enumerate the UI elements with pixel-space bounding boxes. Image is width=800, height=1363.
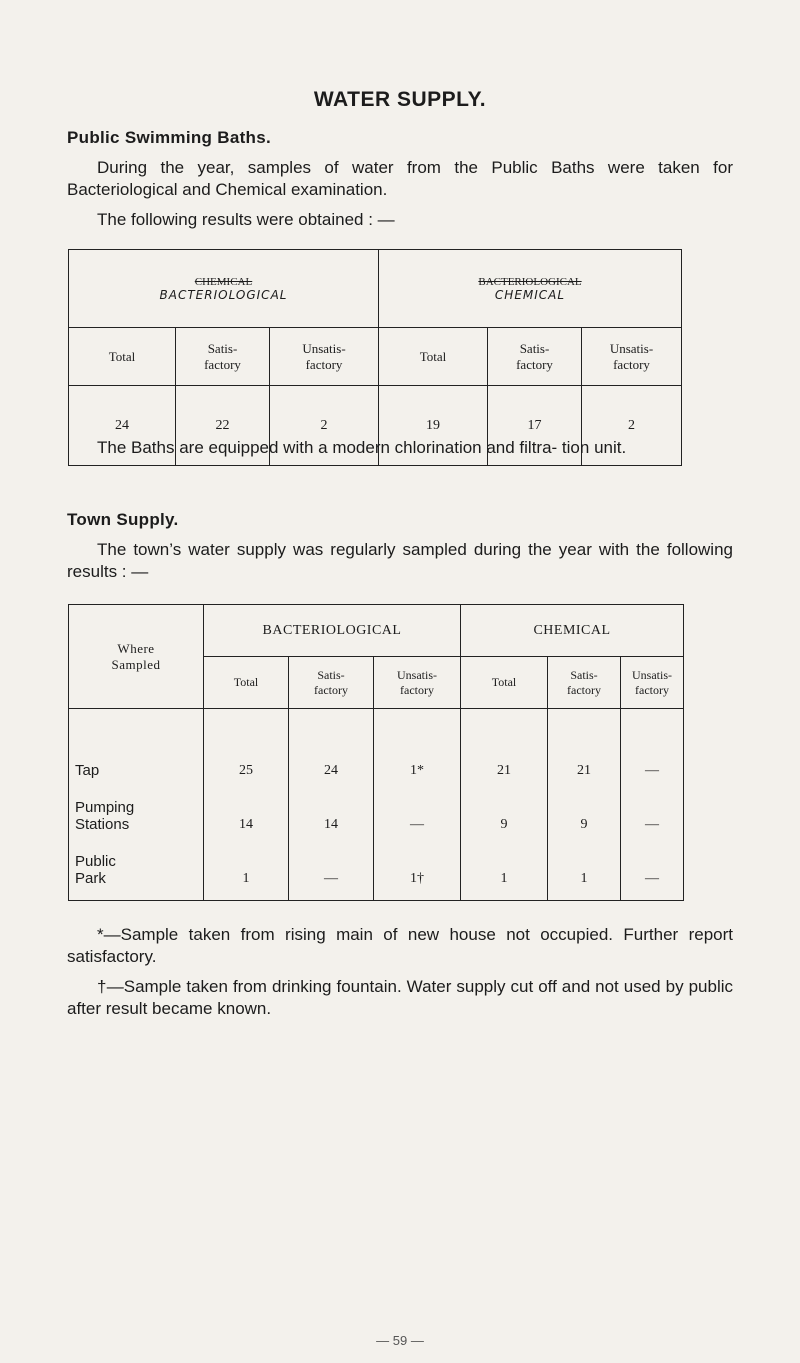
right-printed-heading: BACTERIOLOGICAL	[478, 275, 582, 288]
table-cell: —	[324, 871, 338, 886]
where-sampled-column	[69, 709, 204, 901]
row-label-tap: Tap	[75, 762, 100, 779]
table-cell: 1*	[410, 763, 424, 778]
col-bact-satisfactory: Satis- factory	[289, 657, 374, 709]
table-cell: 22	[176, 386, 270, 466]
table-cell: 24	[324, 763, 338, 778]
page-number: — 59 —	[376, 1333, 424, 1348]
table-cell: 9	[580, 817, 588, 832]
left-handwritten-heading: BACTERIOLOGICAL	[159, 287, 288, 302]
chemical-group-header: CHEMICAL	[461, 605, 684, 657]
table-cell: 1	[242, 871, 250, 886]
bact-satisfactory-column	[289, 709, 374, 901]
table-cell: —	[410, 817, 424, 832]
row-label-public-park: Public Park	[75, 853, 116, 887]
footnote-asterisk: *—Sample taken from rising main of new house not occupied. Further report satisfactory.	[67, 925, 733, 966]
col-bact-total: Total	[204, 657, 289, 709]
chem-satisfactory-column	[548, 709, 621, 901]
baths-left-group-header	[69, 250, 379, 328]
col-total-left: Total	[69, 328, 176, 386]
table-cell: 1†	[410, 871, 424, 886]
table-cell: 2	[582, 386, 682, 466]
baths-paragraph-3: The Baths are equipped with a modern chlorination and filtra- tion unit.	[97, 438, 627, 457]
table-cell: 9	[500, 817, 508, 832]
table-cell: —	[645, 763, 659, 778]
col-where-sampled: Where Sampled	[69, 605, 204, 709]
col-chem-total: Total	[461, 657, 548, 709]
table-cell: 1	[500, 871, 508, 886]
table-cell: 14	[239, 817, 253, 832]
left-printed-heading: CHEMICAL	[194, 275, 253, 288]
town-heading: Town Supply.	[67, 510, 179, 529]
table-cell: 24	[69, 386, 176, 466]
bact-total-column	[204, 709, 289, 901]
table-cell: —	[645, 817, 659, 832]
chem-unsatisfactory-column	[621, 709, 684, 901]
col-chem-unsatisfactory: Unsatis- factory	[621, 657, 684, 709]
col-total-right: Total	[379, 328, 488, 386]
table-cell: 25	[239, 763, 253, 778]
footnote-dagger: †—Sample taken from drinking fountain. Water supply cut off and not used by public after result became known.	[67, 977, 733, 1018]
table-cell: 17	[488, 386, 582, 466]
col-satisfactory-left: Satis- factory	[176, 328, 270, 386]
baths-right-group-header	[379, 250, 682, 328]
table-cell: 21	[497, 763, 511, 778]
table-cell: —	[645, 871, 659, 886]
town-supply-table	[68, 604, 684, 901]
baths-results-table	[68, 249, 682, 466]
town-paragraph-1: The town’s water supply was regularly sampled during the year with the following results : —	[67, 540, 733, 581]
col-unsatisfactory-right: Unsatis- factory	[582, 328, 682, 386]
table-cell: 2	[270, 386, 379, 466]
table-cell: 1	[580, 871, 588, 886]
col-unsatisfactory-left: Unsatis- factory	[270, 328, 379, 386]
col-satisfactory-right: Satis- factory	[488, 328, 582, 386]
table-cell: 14	[324, 817, 338, 832]
bact-unsatisfactory-column	[374, 709, 461, 901]
bacteriological-group-header: BACTERIOLOGICAL	[204, 605, 461, 657]
row-label-pumping-stations: Pumping Stations	[75, 799, 135, 833]
baths-paragraph-2: The following results were obtained : —	[97, 210, 395, 229]
col-chem-satisfactory: Satis- factory	[548, 657, 621, 709]
table-cell: 19	[379, 386, 488, 466]
right-handwritten-heading: CHEMICAL	[494, 287, 566, 302]
page-title: WATER SUPPLY.	[313, 88, 487, 111]
baths-heading: Public Swimming Baths.	[67, 128, 272, 147]
baths-paragraph-1: During the year, samples of water from the Public Baths were taken for Bacteriological and Chemical examination.	[67, 158, 733, 199]
chem-total-column	[461, 709, 548, 901]
col-bact-unsatisfactory: Unsatis- factory	[374, 657, 461, 709]
table-cell: 21	[577, 763, 591, 778]
